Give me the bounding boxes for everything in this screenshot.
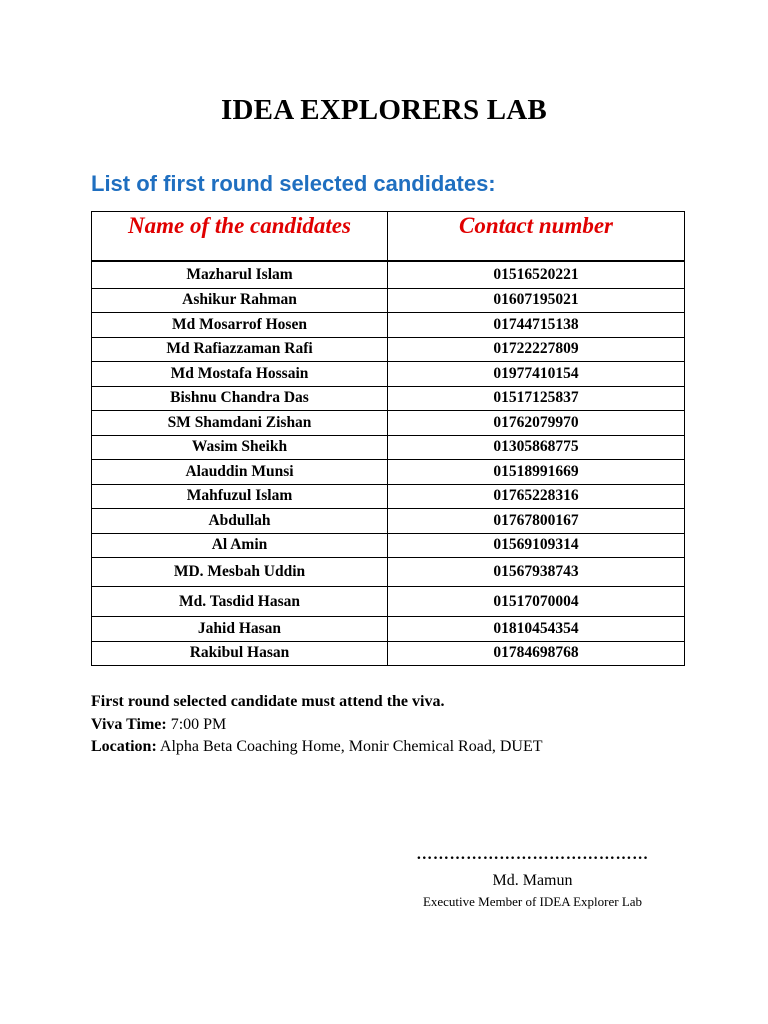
table-row [92,337,685,362]
table-row [92,617,685,642]
candidate-name: Ashikur Rahman [92,288,388,313]
candidate-contact: 01784698768 [388,641,685,666]
table-header-row [92,212,685,262]
table-row [92,558,685,587]
table-row [92,641,685,666]
document-title: IDEA EXPLORERS LAB [221,94,547,126]
candidate-contact: 01722227809 [388,337,685,362]
table-row [92,313,685,338]
signatory-name: Md. Mamun [492,872,573,889]
list-subtitle: List of first round selected candidates: [91,171,496,196]
candidate-name: Md. Tasdid Hasan [92,587,388,617]
candidate-name: Abdullah [92,509,388,534]
table-row [92,288,685,313]
table-row [92,386,685,411]
candidate-name: Alauddin Munsi [92,460,388,485]
table-row [92,509,685,534]
candidates-table-wrapper [91,211,684,666]
table-row [92,261,685,288]
candidate-name: Wasim Sheikh [92,435,388,460]
candidate-contact: 01569109314 [388,533,685,558]
candidate-contact: 01607195021 [388,288,685,313]
table-row [92,435,685,460]
location-line [91,736,542,759]
candidate-name: Mahfuzul Islam [92,484,388,509]
candidate-name: Al Amin [92,533,388,558]
candidate-name: Bishnu Chandra Das [92,386,388,411]
attend-notice: First round selected candidate must attend the viva. [91,693,445,710]
signature-line: …………………………………… [416,846,649,863]
candidate-contact: 01977410154 [388,362,685,387]
viva-notes [91,691,542,759]
candidate-contact: 01567938743 [388,558,685,587]
candidate-contact: 01744715138 [388,313,685,338]
header-name: Name of the candidates [92,212,388,262]
candidate-name: Md Mostafa Hossain [92,362,388,387]
table-row [92,411,685,436]
candidate-contact: 01762079970 [388,411,685,436]
signatory-role: Executive Member of IDEA Explorer Lab [422,894,643,909]
candidate-contact: 01518991669 [388,460,685,485]
table-row [92,362,685,387]
location-value: Alpha Beta Coaching Home, Monir Chemical Road, DUET [156,738,543,755]
candidate-name: Rakibul Hasan [92,641,388,666]
candidate-name: MD. Mesbah Uddin [92,558,388,587]
candidate-name: Jahid Hasan [92,617,388,642]
candidate-contact: 01810454354 [388,617,685,642]
candidate-name: Md Rafiazzaman Rafi [92,337,388,362]
candidate-contact: 01517125837 [388,386,685,411]
candidate-name: Md Mosarrof Hosen [92,313,388,338]
location-label: Location: [91,738,157,755]
table-row [92,460,685,485]
candidate-contact: 01517070004 [388,587,685,617]
viva-time-value: 7:00 PM [166,715,227,733]
candidate-name: SM Shamdani Zishan [92,411,388,436]
candidate-contact: 01765228316 [388,484,685,509]
candidate-contact: 01516520221 [388,261,685,288]
candidate-contact: 01305868775 [388,435,685,460]
table-row [92,533,685,558]
candidates-table [91,211,685,666]
header-contact: Contact number [388,212,685,262]
viva-time-label: Viva Time: [91,715,167,733]
viva-time-line [91,714,542,737]
candidate-contact: 01767800167 [388,509,685,534]
table-row [92,484,685,509]
table-body [92,261,685,666]
table-row [92,587,685,617]
candidate-name: Mazharul Islam [92,261,388,288]
